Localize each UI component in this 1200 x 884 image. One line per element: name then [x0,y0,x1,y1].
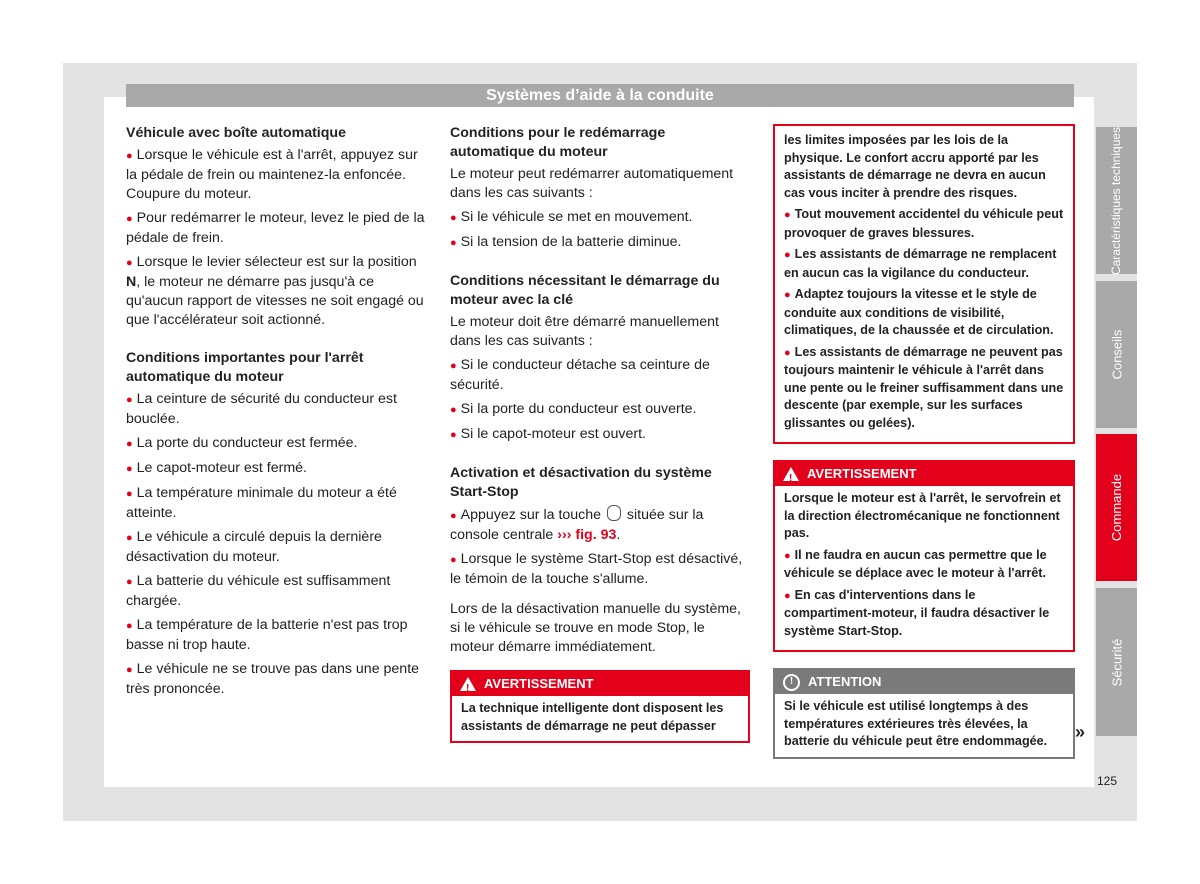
warning-box-header [452,672,748,696]
list-item: ● Il ne faudra en aucun cas permettre que le véhicule se déplace avec le moteur à l'arrêt. [784,547,1047,580]
bullet-icon: ● [784,549,791,562]
attention-box [773,668,1075,759]
bullet-icon: ● [126,664,133,676]
list-item: ● Lorsque le levier sélecteur est sur la position N, le moteur ne démarre pas jusqu'à ce qu'aucun rapport de vitesses ne soit engagé ou que l'accélérateur soit actionné. [126,254,424,328]
warning-box [450,670,750,743]
bullet-icon: ● [126,438,133,450]
warning-box [773,460,1075,652]
figure-reference-link[interactable]: ››› fig. 93 [557,527,617,543]
list-item: ● Si la porte du conducteur est ouverte. [450,401,697,417]
bullet-icon: ● [450,212,457,224]
list-item: ● Si la tension de la batterie diminue. [450,234,682,250]
bullet-icon: ● [450,237,457,249]
paragraph: Lors de la désactivation manuelle du système, si le véhicule se trouve en mode Stop, le moteur démarre immédiatement. [450,601,742,655]
bullet-icon: ● [450,510,457,522]
bullet-icon: ● [450,360,457,372]
bullet-icon: ● [784,589,791,602]
bullet-icon: ● [126,576,133,588]
tab-advice[interactable]: Conseils [1096,281,1137,428]
heading-key-start: Conditions nécessitant le démarrage du moteur avec la clé [450,273,720,308]
list-item: ● Les assistants de démarrage ne remplacent en aucun cas la vigilance du conducteur. [784,247,1057,280]
list-item: ● Appuyez sur la touche située sur la console centrale ››› fig. 93. [450,507,704,543]
column-1 [126,124,426,704]
list-item: ● En cas d'interventions dans le compartiment-moteur, il faudra désactiver le système Start-Stop. [784,587,1050,638]
warning-triangle-icon: ! [783,467,799,481]
heading-auto-restart: Conditions pour le redémarrage automatique du moteur [450,125,666,160]
bullet-icon: ● [784,209,791,221]
list-item: ● Si le capot-moteur est ouvert. [450,426,646,442]
list-item: ● Adaptez toujours la vitesse et le style de conduite aux conditions de visibilité, climatiques, de la chaussée et de circulation. [784,287,1054,337]
list-item: ● Le véhicule ne se trouve pas dans une pente très prononcée. [126,661,420,697]
exclamation-circle-icon: ! [783,674,800,691]
column-3 [773,124,1075,759]
bullet-icon: ● [784,249,791,261]
list-item: ● Si le conducteur détache sa ceinture de sécurité. [450,357,710,393]
bullet-icon: ● [126,532,133,544]
heading-auto-stop-conditions: Conditions importantes pour l'arrêt automatique du moteur [126,350,364,385]
list-item: ● La température minimale du moteur a été atteinte. [126,485,397,521]
list-item: ● Tout mouvement accidentel du véhicule peut provoquer de graves blessures. [784,207,1064,240]
list-item: ● La température de la batterie n'est pas trop basse ni trop haute. [126,617,408,653]
list-item: ● La porte du conducteur est fermée. [126,435,358,451]
continue-arrow-icon: » [1075,722,1086,742]
heading-start-stop: Activation et désactivation du système Start-Stop [450,465,712,500]
bullet-icon: ● [450,554,457,566]
list-item: ● La batterie du véhicule est suffisamment chargée. [126,573,391,609]
bullet-icon: ● [126,257,133,269]
list-item: ● Les assistants de démarrage ne peuvent pas toujours maintenir le véhicule à l'arrêt dans une pente ou le freiner suffisamment dans une descente (par exemple, sur les surfaces glissantes ou gelées). [784,344,1064,430]
warning-body: La technique intelligente dont disposent les assistants de démarrage ne peut dépasser [461,701,724,733]
bullet-icon: ● [126,150,133,162]
warning-continuation-box [773,124,1075,444]
paragraph: Le moteur doit être démarré manuellement dans les cas suivants : [450,314,719,349]
start-stop-button-icon [607,505,621,521]
bullet-icon: ● [784,289,791,301]
list-item: ● Le capot-moteur est fermé. [126,460,307,476]
list-item: ● Lorsque le système Start-Stop est désactivé, le témoin de la touche s'allume. [450,551,743,587]
attention-body: Si le véhicule est utilisé longtemps à des températures extérieures très élevées, la batterie du véhicule peut être endommagée. [784,699,1048,748]
paragraph: les limites imposées par les lois de la physique. Le confort accru apporté par les assistants de démarrage ne devra en aucun cas vous inciter à prendre des risques. [784,133,1046,200]
tab-technical-specs[interactable]: Caractéristiques techniques [1096,127,1137,274]
column-2 [450,124,750,743]
tab-operation[interactable]: Commande [1096,434,1137,581]
bullet-icon: ● [126,620,133,632]
warning-box-header [775,462,1073,486]
bullet-icon: ● [126,463,133,475]
heading-automatic-gearbox: Véhicule avec boîte automatique [126,125,346,141]
bullet-icon: ● [784,346,791,359]
bullet-icon: ● [126,394,133,406]
section-title: Systèmes d’aide à la conduite [486,86,714,104]
warning-title: AVERTISSEMENT [484,676,594,692]
list-item: ● Le véhicule a circulé depuis la dernière désactivation du moteur. [126,529,382,565]
list-item: ● Si le véhicule se met en mouvement. [450,209,693,225]
bullet-icon: ● [126,488,133,500]
list-item: ● La ceinture de sécurité du conducteur est bouclée. [126,391,397,427]
list-item: ● Pour redémarrer le moteur, levez le pied de la pédale de frein. [126,210,425,246]
list-item: ● Lorsque le véhicule est à l'arrêt, appuyez sur la pédale de frein ou maintenez-la enfoncée. Coupure du moteur. [126,147,418,202]
bullet-icon: ● [126,213,133,225]
tab-safety[interactable]: Sécurité [1096,588,1137,736]
paragraph: Lorsque le moteur est à l'arrêt, le servofrein et la direction électromécanique ne fonctionnent pas. [784,491,1061,540]
attention-box-header [775,670,1073,694]
bullet-icon: ● [450,404,457,416]
attention-title: ATTENTION [808,674,882,690]
page-number: 125 [1097,774,1118,788]
section-header [126,84,1074,107]
bullet-icon: ● [450,429,457,441]
paragraph: Le moteur peut redémarrer automatiquement dans les cas suivants : [450,166,734,201]
warning-title: AVERTISSEMENT [807,466,917,482]
warning-triangle-icon: ! [460,677,476,691]
